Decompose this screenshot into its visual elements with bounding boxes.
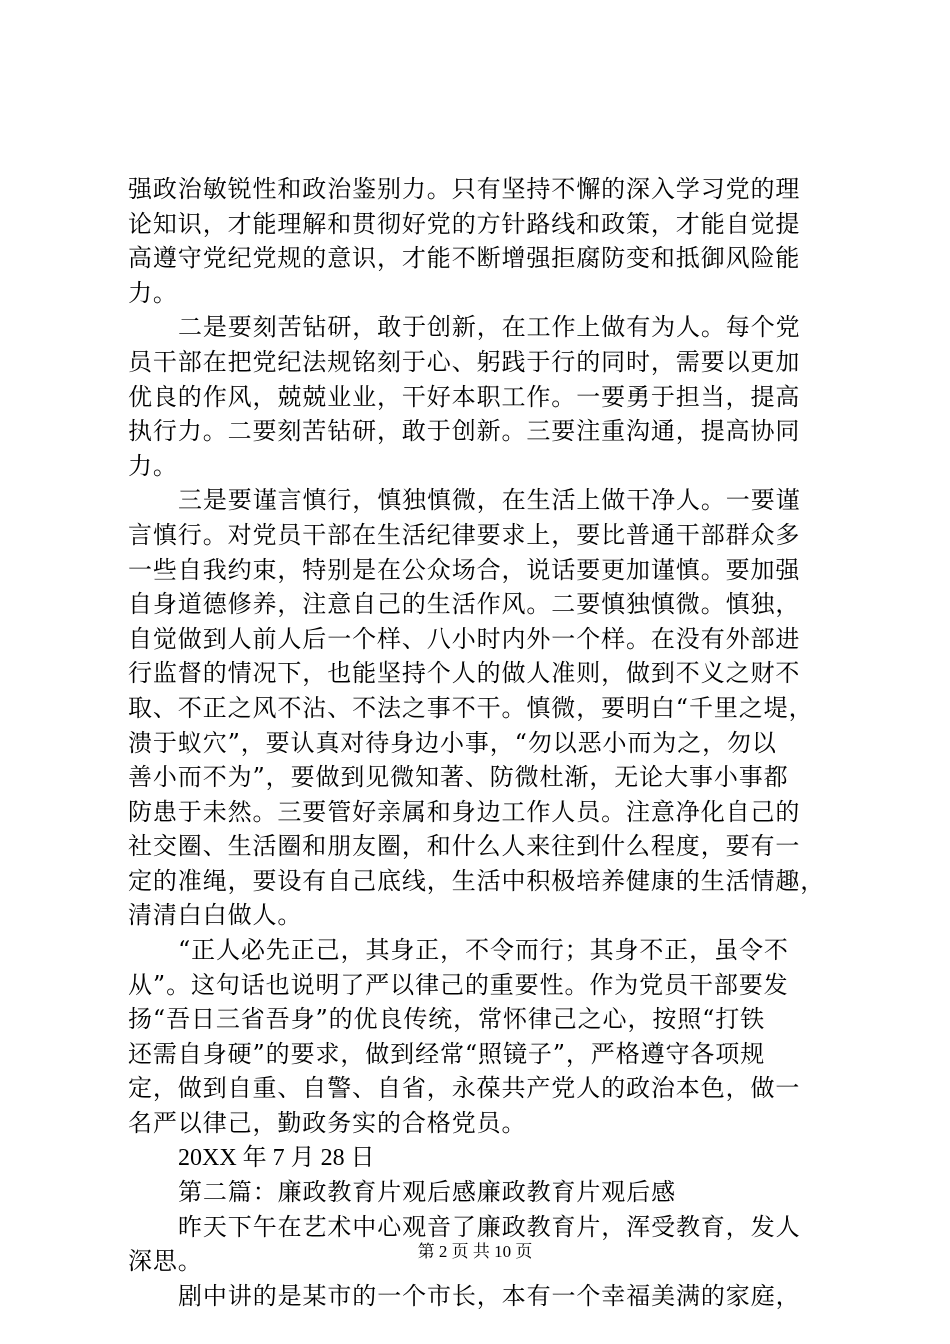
text-line: 清清白白做人。 (128, 901, 303, 930)
text-line: 溃于蚁穴”，要认真对待身边小事，“勿以恶小而为之，勿以 (128, 728, 777, 757)
text-line: 执行力。二要刻苦钻研，敢于创新。三要注重沟通，提高协同 (128, 417, 801, 446)
text-line: 名严以律己，勤政务实的合格党员。 (128, 1109, 527, 1138)
text-line: 防患于未然。三要管好亲属和身边工作人员。注意净化自己的 (128, 797, 801, 826)
text-line: 扬“吾日三省吾身”的优良传统，常怀律己之心，按照“打铁 (128, 1005, 766, 1034)
text-line: 优良的作风，兢兢业业，干好本职工作。一要勇于担当，提高 (128, 382, 801, 411)
text-line: 昨天下午在艺术中心观音了廉政教育片，浑受教育，发人 (178, 1212, 801, 1241)
text-line: 员干部在把党纪法规铭刻于心、躬践于行的同时，需要以更加 (128, 347, 801, 376)
text-line: 深思。 (128, 1247, 203, 1276)
text-line: 定，做到自重、自警、自省，永葆共产党人的政治本色，做一 (128, 1074, 801, 1103)
text-line: 论知识，才能理解和贯彻好党的方针路线和政策，才能自觉提 (128, 209, 801, 238)
text-line: 善小而不为”，要做到见微知著、防微杜渐，无论大事小事都 (128, 763, 789, 792)
text-line: 自身道德修养，注意自己的生活作风。二要慎独慎微。慎独， (128, 590, 801, 619)
text-line: 自觉做到人前人后一个样、八小时内外一个样。在没有外部进 (128, 624, 801, 653)
text-line: 言慎行。对党员干部在生活纪律要求上，要比普通干部群众多 (128, 520, 801, 549)
text-line: 强政治敏锐性和政治鉴别力。只有坚持不懈的深入学习党的理 (128, 175, 801, 203)
text-line: 取、不正之风不沾、不法之事不干。慎微，要明白“千里之堤， (128, 693, 814, 722)
text-line: 剧中讲的是某市的一个市长，本有一个幸福美满的家庭， (178, 1282, 801, 1310)
text-line: 社交圈、生活圈和朋友圈，和什么人来往到什么程度，要有一 (128, 832, 801, 861)
text-line: 定的准绳，要设有自己底线，生活中积极培养健康的生活情趣， (128, 866, 826, 895)
text-line: 二是要刻苦钻研，敢于创新，在工作上做有为人。每个党 (178, 313, 801, 342)
page-footer: 第 2 页 共 10 页 (417, 1242, 533, 1261)
text-line: 三是要谨言慎行，慎独慎微，在生活上做干净人。一要谨 (178, 486, 801, 515)
text-line: 高遵守党纪党规的意识，才能不断增强拒腐防变和抵御风险能 (128, 244, 801, 273)
text-line: 一些自我约束，特别是在公众场合，说话要更加谨慎。要加强 (128, 555, 801, 584)
text-line: “正人必先正己，其身正，不令而行；其身不正，虽令不 (178, 936, 789, 965)
text-line: 行监督的情况下，也能坚持个人的做人准则，做到不义之财不 (128, 659, 801, 688)
document-body (128, 172, 838, 1314)
text-line: 力。 (128, 278, 178, 307)
text-line: 从”。这句话也说明了严以律己的重要性。作为党员干部要发 (128, 970, 789, 999)
text-line: 第二篇：廉政教育片观后感廉政教育片观后感 (178, 1178, 676, 1207)
date-line: 20XX 年 7 月 28 日 (178, 1144, 375, 1171)
text-line: 还需自身硬”的要求，做到经常“照镜子”，严格遵守各项规 (128, 1039, 766, 1068)
text-line: 力。 (128, 451, 178, 480)
